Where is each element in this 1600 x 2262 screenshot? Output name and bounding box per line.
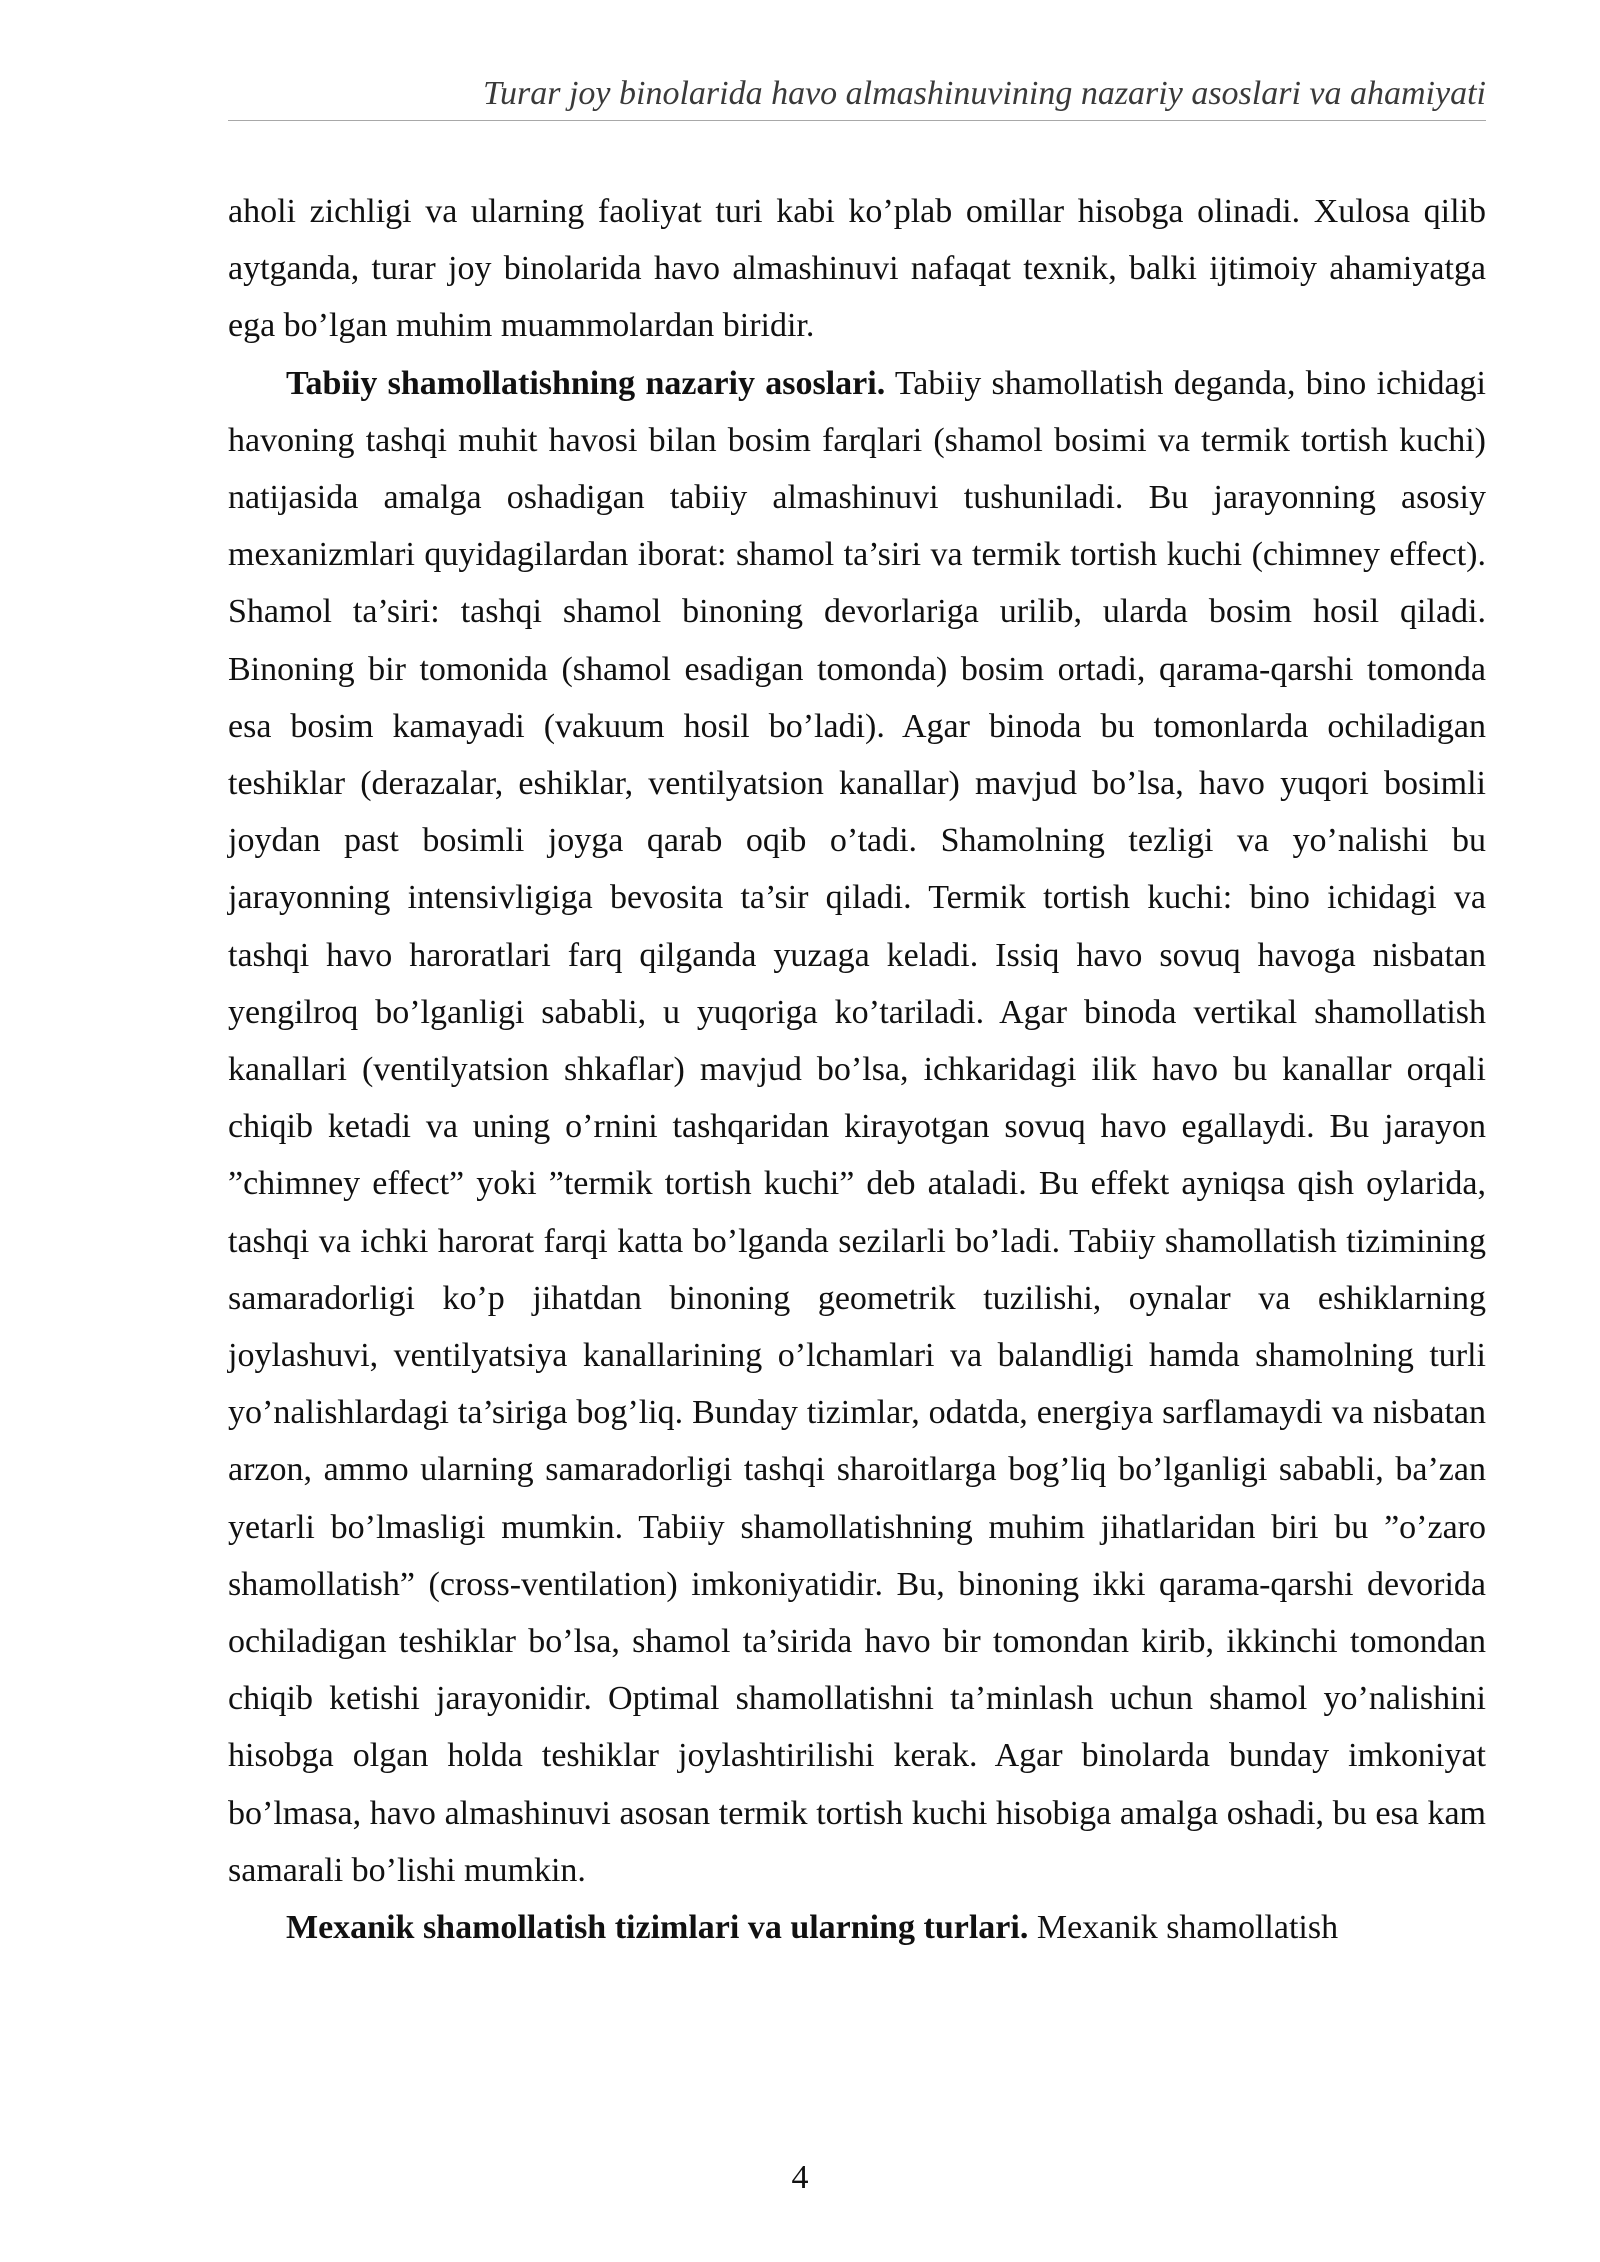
paragraph-text: aholi zichligi va ularning faoliyat turi kabi ko’plab omillar hisobga olinadi. Xulosa qilib aytganda, turar joy binolarida havo almashinuvi nafaqat texnik, balki ijtimoiy ahamiyatga ega bo’lgan muhim muammolardan biridir. [228, 193, 1486, 345]
paragraph-mechanical-ventilation [228, 1899, 1486, 1956]
section-heading-natural-ventilation: Tabiiy shamollatishning nazariy asoslari. [286, 364, 886, 402]
section-heading-mechanical-ventilation: Mexanik shamollatish tizimlari va ularning turlari. [286, 1909, 1029, 1947]
body-text [228, 183, 1486, 1956]
running-header: Turar joy binolarida havo almashinuvining nazariy asoslari va ahamiyati [482, 75, 1486, 112]
header-rule [228, 120, 1486, 121]
paragraph-natural-ventilation [228, 355, 1486, 1899]
page-number: 4 [791, 2159, 809, 2196]
paragraph-continuation [228, 183, 1486, 355]
paragraph-text: Tabiiy shamollatish deganda, bino ichidagi havoning tashqi muhit havosi bilan bosim farqlari (shamol bosimi va termik tortish kuchi) natijasida amalga oshadigan tabiiy almashinuvi tushuniladi. Bu jarayonning asosiy mexanizmlari quyidagilardan iborat: shamol ta’siri va termik tortish kuchi (chimney effect). Shamol ta’siri: tashqi shamol binoning devorlariga urilib, ularda bosim hosil qiladi. Binoning bir tomonida (shamol esadigan tomonda) bosim ortadi, qarama-qarshi tomonda esa bosim kamayadi (vakuum hosil bo’ladi). Agar binoda bu tomonlarda ochiladigan teshiklar (derazalar, eshiklar, ventilyatsion kanallar) mavjud bo’lsa, havo yuqori bosimli joydan past bosimli joyga qarab oqib o’tadi. Shamolning tezligi va yo’nalishi bu jarayonning intensivligiga bevosita ta’sir qiladi. Termik tortish kuchi: bino ichidagi va tashqi havo haroratlari farq qilganda yuzaga keladi. Issiq havo sovuq havoga nisbatan yengilroq bo’lganligi sababli, u yuqoriga ko’tariladi. Agar binoda vertikal shamollatish kanallari (ventilyatsion shkaflar) mavjud bo’lsa, ichkaridagi ilik havo bu kanallar orqali chiqib ketadi va uning o’rnini tashqaridan kirayotgan sovuq havo egallaydi. Bu jarayon ”chimney effect” yoki ”termik tortish kuchi” deb ataladi. Bu effekt ayniqsa qish oylarida, tashqi va ichki harorat farqi katta bo’lganda sezilarli bo’ladi. Tabiiy shamollatish tizimining samaradorligi ko’p jihatdan binoning geometrik tuzilishi, oynalar va eshiklarning joylashuvi, ventilyatsiya kanallarining o’lchamlari va balandligi hamda shamolning turli yo’nalishlardagi ta’siriga bog’liq. Bunday tizimlar, odatda, energiya sarflamaydi va nisbatan arzon, ammo ularning samaradorligi tashqi sharoitlarga bog’liq bo’lganligi sababli, ba’zan yetarli bo’lmasligi mumkin. Tabiiy shamollatishning muhim jihatlaridan biri bu ”o’zaro shamollatish” (cross-ventilation) imkoniyatidir. Bu, binoning ikki qarama-qarshi devorida ochiladigan teshiklar bo’lsa, shamol ta’sirida havo bir tomondan kirib, ikkinchi tomondan chiqib ketishi jarayonidir. Optimal shamollatishni ta’minlash uchun shamol yo’nalishini hisobga olgan holda teshiklar joylashtirilishi kerak. Agar binolarda bunday imkoniyat bo’lmasa, havo almashinuvi asosan termik tortish kuchi hisobiga amalga oshadi, bu esa kam samarali bo’lishi mumkin. [228, 364, 1487, 1889]
paragraph-text: Mexanik shamollatish [1036, 1909, 1339, 1947]
